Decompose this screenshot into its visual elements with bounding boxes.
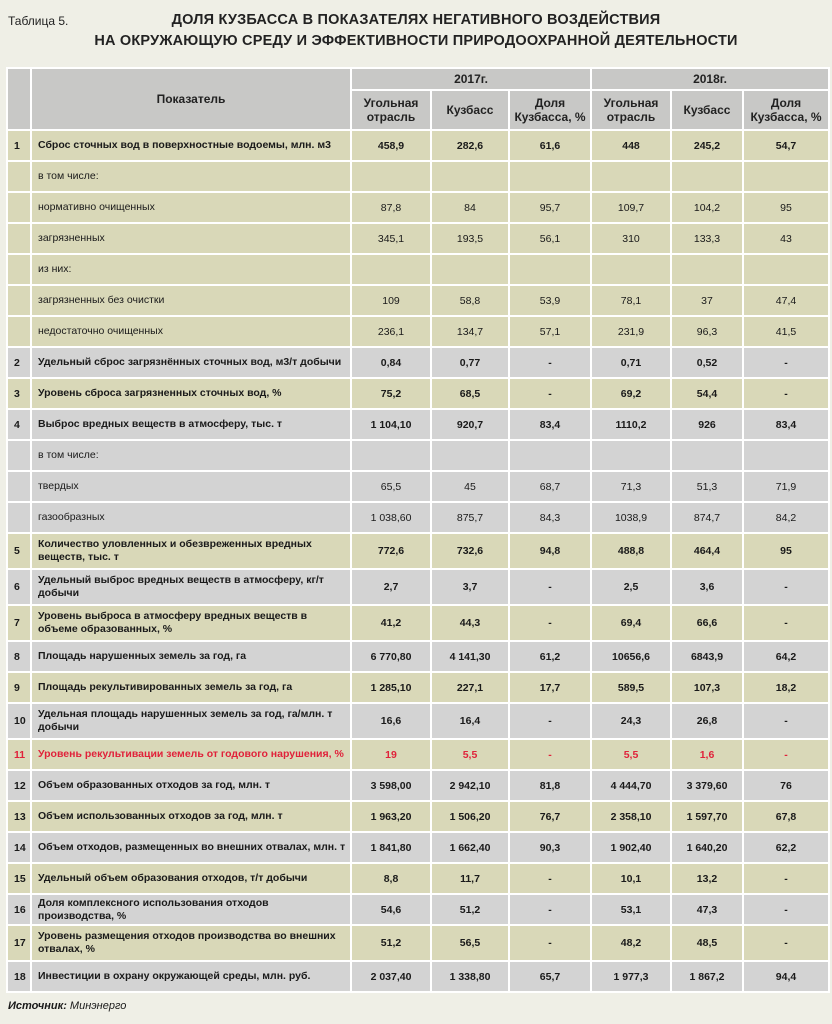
cell-kuzbass-2018: 47,3	[671, 894, 743, 925]
cell-coal-2017: 3 598,00	[351, 770, 431, 801]
row-indicator-name: Уровень сброса загрязненных сточных вод, %	[31, 378, 351, 409]
cell-share-2018: -	[743, 378, 829, 409]
cell-share-2017: 53,9	[509, 285, 591, 316]
cell-coal-2018: 5,5	[591, 739, 671, 770]
row-indicator-name: Выброс вредных веществ в атмосферу, тыс. т	[31, 409, 351, 440]
table-row	[7, 223, 829, 254]
table-row	[7, 161, 829, 192]
cell-coal-2018	[591, 254, 671, 285]
cell-share-2018: 95	[743, 192, 829, 223]
cell-coal-2017	[351, 440, 431, 471]
title-line-2: НА ОКРУЖАЮЩУЮ СРЕДУ И ЭФФЕКТИВНОСТИ ПРИРОДООХРАННОЙ ДЕЯТЕЛЬНОСТИ	[94, 33, 738, 49]
cell-share-2018: 64,2	[743, 641, 829, 672]
cell-coal-2018: 69,4	[591, 605, 671, 641]
row-number	[7, 285, 31, 316]
row-indicator-name: Уровень рекультивации земель от годового нарушения, %	[31, 739, 351, 770]
cell-kuzbass-2018: 1 867,2	[671, 961, 743, 992]
cell-kuzbass-2018: 3 379,60	[671, 770, 743, 801]
cell-coal-2017: 1 963,20	[351, 801, 431, 832]
row-indicator-name: твердых	[31, 471, 351, 502]
table-row	[7, 378, 829, 409]
cell-share-2017	[509, 161, 591, 192]
cell-share-2017: -	[509, 605, 591, 641]
cell-coal-2017: 772,6	[351, 533, 431, 569]
cell-coal-2018: 53,1	[591, 894, 671, 925]
cell-coal-2017	[351, 161, 431, 192]
cell-share-2018: -	[743, 605, 829, 641]
cell-share-2017: -	[509, 703, 591, 739]
row-number: 1	[7, 130, 31, 161]
row-number: 3	[7, 378, 31, 409]
header-kuzbass-2018: Кузбасс	[671, 90, 743, 130]
row-number	[7, 471, 31, 502]
cell-kuzbass-2018: 66,6	[671, 605, 743, 641]
cell-kuzbass-2017: 875,7	[431, 502, 509, 533]
header-year-2018: 2018г.	[591, 68, 829, 90]
row-number: 15	[7, 863, 31, 894]
cell-share-2018: 54,7	[743, 130, 829, 161]
header-coal-2018: Угольная отрасль	[591, 90, 671, 130]
cell-coal-2017: 51,2	[351, 925, 431, 961]
cell-share-2017: 94,8	[509, 533, 591, 569]
table-row	[7, 569, 829, 605]
table-row	[7, 863, 829, 894]
cell-share-2017: 81,8	[509, 770, 591, 801]
cell-share-2017: -	[509, 925, 591, 961]
table-row	[7, 672, 829, 703]
table-body	[7, 130, 829, 992]
row-number	[7, 440, 31, 471]
cell-kuzbass-2018: 6843,9	[671, 641, 743, 672]
cell-coal-2017: 2,7	[351, 569, 431, 605]
row-number: 7	[7, 605, 31, 641]
cell-share-2017: 76,7	[509, 801, 591, 832]
row-indicator-name: Сброс сточных вод в поверхностные водоемы, млн. м3	[31, 130, 351, 161]
row-number: 2	[7, 347, 31, 378]
cell-kuzbass-2018	[671, 440, 743, 471]
row-number: 16	[7, 894, 31, 925]
cell-coal-2017: 1 104,10	[351, 409, 431, 440]
cell-share-2018	[743, 161, 829, 192]
cell-share-2018: 41,5	[743, 316, 829, 347]
cell-coal-2017: 41,2	[351, 605, 431, 641]
row-indicator-name: Объем образованных отходов за год, млн. т	[31, 770, 351, 801]
cell-kuzbass-2017: 227,1	[431, 672, 509, 703]
cell-coal-2017: 109	[351, 285, 431, 316]
cell-share-2018: 43	[743, 223, 829, 254]
cell-coal-2018: 78,1	[591, 285, 671, 316]
cell-kuzbass-2017	[431, 440, 509, 471]
cell-coal-2018: 1 977,3	[591, 961, 671, 992]
cell-kuzbass-2017: 56,5	[431, 925, 509, 961]
cell-coal-2018: 1038,9	[591, 502, 671, 533]
row-indicator-name: недостаточно очищенных	[31, 316, 351, 347]
header-share-2017: Доля Кузбасса, %	[509, 90, 591, 130]
cell-coal-2018: 310	[591, 223, 671, 254]
table-row	[7, 254, 829, 285]
row-number: 14	[7, 832, 31, 863]
row-number	[7, 161, 31, 192]
cell-coal-2018: 48,2	[591, 925, 671, 961]
table-row	[7, 533, 829, 569]
cell-kuzbass-2018: 26,8	[671, 703, 743, 739]
row-indicator-name: в том числе:	[31, 161, 351, 192]
table-row	[7, 471, 829, 502]
cell-kuzbass-2018: 464,4	[671, 533, 743, 569]
cell-kuzbass-2017: 0,77	[431, 347, 509, 378]
row-number: 4	[7, 409, 31, 440]
cell-coal-2018: 488,8	[591, 533, 671, 569]
cell-kuzbass-2018: 51,3	[671, 471, 743, 502]
cell-coal-2017: 458,9	[351, 130, 431, 161]
title-line-1: ДОЛЯ КУЗБАССА В ПОКАЗАТЕЛЯХ НЕГАТИВНОГО ВОЗДЕЙСТВИЯ	[171, 12, 661, 28]
row-indicator-name: Уровень выброса в атмосферу вредных веществ в объеме образованных, %	[31, 605, 351, 641]
cell-kuzbass-2017: 2 942,10	[431, 770, 509, 801]
cell-share-2017: -	[509, 378, 591, 409]
row-indicator-name: Объем отходов, размещенных во внешних отвалах, млн. т	[31, 832, 351, 863]
cell-kuzbass-2018: 37	[671, 285, 743, 316]
cell-share-2018: 83,4	[743, 409, 829, 440]
header-indicator: Показатель	[31, 68, 351, 130]
cell-share-2017: -	[509, 863, 591, 894]
cell-kuzbass-2017: 3,7	[431, 569, 509, 605]
cell-share-2017: 57,1	[509, 316, 591, 347]
cell-share-2018: -	[743, 703, 829, 739]
cell-share-2017: 95,7	[509, 192, 591, 223]
cell-share-2017	[509, 440, 591, 471]
cell-kuzbass-2017: 44,3	[431, 605, 509, 641]
cell-share-2018	[743, 254, 829, 285]
cell-kuzbass-2018: 874,7	[671, 502, 743, 533]
cell-kuzbass-2017: 4 141,30	[431, 641, 509, 672]
row-indicator-name: в том числе:	[31, 440, 351, 471]
cell-kuzbass-2018: 926	[671, 409, 743, 440]
cell-kuzbass-2018: 1 640,20	[671, 832, 743, 863]
cell-coal-2018: 448	[591, 130, 671, 161]
cell-share-2017: 61,6	[509, 130, 591, 161]
cell-share-2017: -	[509, 739, 591, 770]
cell-share-2017: 90,3	[509, 832, 591, 863]
cell-share-2017	[509, 254, 591, 285]
row-indicator-name: из них:	[31, 254, 351, 285]
cell-coal-2018: 4 444,70	[591, 770, 671, 801]
data-table-wrapper	[6, 67, 828, 993]
row-number: 11	[7, 739, 31, 770]
row-indicator-name: Доля комплексного использования отходов производства, %	[31, 894, 351, 925]
row-indicator-name: Количество уловленных и обезвреженных вредных веществ, тыс. т	[31, 533, 351, 569]
table-row	[7, 961, 829, 992]
cell-kuzbass-2018	[671, 161, 743, 192]
row-indicator-name: Объем использованных отходов за год, млн. т	[31, 801, 351, 832]
cell-coal-2017: 1 038,60	[351, 502, 431, 533]
cell-kuzbass-2017: 1 506,20	[431, 801, 509, 832]
cell-coal-2018: 1110,2	[591, 409, 671, 440]
cell-share-2018: 84,2	[743, 502, 829, 533]
table-row	[7, 703, 829, 739]
row-number: 13	[7, 801, 31, 832]
cell-coal-2017: 236,1	[351, 316, 431, 347]
header-kuzbass-2017: Кузбасс	[431, 90, 509, 130]
cell-kuzbass-2018: 13,2	[671, 863, 743, 894]
source-note	[8, 1000, 126, 1012]
table-row	[7, 409, 829, 440]
table-header	[7, 68, 829, 130]
cell-kuzbass-2018: 133,3	[671, 223, 743, 254]
cell-share-2017: 65,7	[509, 961, 591, 992]
table-row	[7, 605, 829, 641]
row-indicator-name: Площадь рекультивированных земель за год, га	[31, 672, 351, 703]
cell-kuzbass-2017: 58,8	[431, 285, 509, 316]
cell-kuzbass-2018: 245,2	[671, 130, 743, 161]
cell-coal-2017: 2 037,40	[351, 961, 431, 992]
cell-kuzbass-2017: 45	[431, 471, 509, 502]
table-row	[7, 801, 829, 832]
cell-kuzbass-2017	[431, 161, 509, 192]
row-indicator-name: Удельная площадь нарушенных земель за год, га/млн. т добычи	[31, 703, 351, 739]
cell-share-2018: 76	[743, 770, 829, 801]
cell-share-2018: 94,4	[743, 961, 829, 992]
cell-kuzbass-2017: 732,6	[431, 533, 509, 569]
cell-kuzbass-2018: 96,3	[671, 316, 743, 347]
cell-share-2018: 71,9	[743, 471, 829, 502]
cell-coal-2018: 231,9	[591, 316, 671, 347]
cell-share-2018: 67,8	[743, 801, 829, 832]
row-indicator-name: загрязненных без очистки	[31, 285, 351, 316]
table-row	[7, 894, 829, 925]
cell-share-2017: 83,4	[509, 409, 591, 440]
row-number: 9	[7, 672, 31, 703]
cell-coal-2017: 54,6	[351, 894, 431, 925]
row-number	[7, 223, 31, 254]
cell-kuzbass-2017: 16,4	[431, 703, 509, 739]
cell-kuzbass-2018: 1 597,70	[671, 801, 743, 832]
table-row	[7, 130, 829, 161]
cell-coal-2018: 69,2	[591, 378, 671, 409]
header-num-blank	[7, 68, 31, 130]
table-row	[7, 502, 829, 533]
row-number: 18	[7, 961, 31, 992]
cell-coal-2018: 71,3	[591, 471, 671, 502]
cell-coal-2018	[591, 161, 671, 192]
cell-coal-2018: 589,5	[591, 672, 671, 703]
cell-share-2017: 61,2	[509, 641, 591, 672]
cell-kuzbass-2018: 107,3	[671, 672, 743, 703]
row-indicator-name: Площадь нарушенных земель за год, га	[31, 641, 351, 672]
cell-coal-2017: 6 770,80	[351, 641, 431, 672]
row-indicator-name: Удельный объем образования отходов, т/т добычи	[31, 863, 351, 894]
cell-share-2017: -	[509, 894, 591, 925]
cell-coal-2018: 2,5	[591, 569, 671, 605]
cell-kuzbass-2017: 5,5	[431, 739, 509, 770]
row-indicator-name: Инвестиции в охрану окружающей среды, млн. руб.	[31, 961, 351, 992]
cell-coal-2017: 8,8	[351, 863, 431, 894]
cell-coal-2017	[351, 254, 431, 285]
table-caption: Таблица 5.	[8, 14, 69, 28]
cell-kuzbass-2018: 1,6	[671, 739, 743, 770]
data-table	[6, 67, 830, 993]
cell-share-2018: -	[743, 894, 829, 925]
cell-share-2018	[743, 440, 829, 471]
header-share-2018: Доля Кузбасса, %	[743, 90, 829, 130]
cell-share-2018: 62,2	[743, 832, 829, 863]
cell-coal-2017: 65,5	[351, 471, 431, 502]
cell-kuzbass-2017: 1 338,80	[431, 961, 509, 992]
cell-share-2017: 68,7	[509, 471, 591, 502]
row-number: 12	[7, 770, 31, 801]
table-row	[7, 192, 829, 223]
cell-coal-2017: 16,6	[351, 703, 431, 739]
cell-kuzbass-2018: 104,2	[671, 192, 743, 223]
cell-share-2018: -	[743, 863, 829, 894]
cell-kuzbass-2017: 282,6	[431, 130, 509, 161]
cell-coal-2017: 1 841,80	[351, 832, 431, 863]
cell-kuzbass-2017: 51,2	[431, 894, 509, 925]
source-value: Минэнерго	[69, 1000, 127, 1012]
table-row	[7, 770, 829, 801]
cell-coal-2018: 0,71	[591, 347, 671, 378]
header-year-2017: 2017г.	[351, 68, 591, 90]
cell-coal-2018: 2 358,10	[591, 801, 671, 832]
table-row	[7, 440, 829, 471]
cell-kuzbass-2017	[431, 254, 509, 285]
cell-coal-2018: 109,7	[591, 192, 671, 223]
row-number: 6	[7, 569, 31, 605]
cell-share-2018: -	[743, 347, 829, 378]
cell-coal-2017: 75,2	[351, 378, 431, 409]
cell-coal-2017: 19	[351, 739, 431, 770]
row-indicator-name: Уровень размещения отходов производства во внешних отвалах, %	[31, 925, 351, 961]
cell-kuzbass-2017: 11,7	[431, 863, 509, 894]
cell-kuzbass-2018	[671, 254, 743, 285]
cell-share-2018: 18,2	[743, 672, 829, 703]
row-number	[7, 316, 31, 347]
cell-coal-2018: 1 902,40	[591, 832, 671, 863]
row-number	[7, 192, 31, 223]
cell-kuzbass-2017: 134,7	[431, 316, 509, 347]
row-indicator-name: Удельный выброс вредных веществ в атмосферу, кг/т добычи	[31, 569, 351, 605]
table-row	[7, 285, 829, 316]
cell-share-2018: 95	[743, 533, 829, 569]
table-row	[7, 316, 829, 347]
header-coal-2017: Угольная отрасль	[351, 90, 431, 130]
cell-coal-2018: 24,3	[591, 703, 671, 739]
row-number	[7, 502, 31, 533]
cell-coal-2017: 1 285,10	[351, 672, 431, 703]
table-row	[7, 347, 829, 378]
table-row	[7, 641, 829, 672]
cell-share-2018: 47,4	[743, 285, 829, 316]
cell-share-2018: -	[743, 569, 829, 605]
row-number: 5	[7, 533, 31, 569]
cell-kuzbass-2018: 3,6	[671, 569, 743, 605]
table-title	[0, 10, 832, 52]
cell-share-2017: 56,1	[509, 223, 591, 254]
row-indicator-name: газообразных	[31, 502, 351, 533]
row-number: 17	[7, 925, 31, 961]
cell-kuzbass-2017: 84	[431, 192, 509, 223]
cell-coal-2017: 345,1	[351, 223, 431, 254]
cell-coal-2018	[591, 440, 671, 471]
row-number: 8	[7, 641, 31, 672]
row-number: 10	[7, 703, 31, 739]
cell-share-2017: -	[509, 347, 591, 378]
table-row	[7, 739, 829, 770]
cell-coal-2018: 10,1	[591, 863, 671, 894]
cell-share-2017: 84,3	[509, 502, 591, 533]
cell-kuzbass-2018: 48,5	[671, 925, 743, 961]
row-indicator-name: загрязненных	[31, 223, 351, 254]
row-number	[7, 254, 31, 285]
cell-kuzbass-2017: 68,5	[431, 378, 509, 409]
cell-coal-2018: 10656,6	[591, 641, 671, 672]
table-row	[7, 925, 829, 961]
cell-share-2018: -	[743, 739, 829, 770]
source-label: Источник:	[8, 1000, 67, 1012]
row-indicator-name: Удельный сброс загрязнённых сточных вод, м3/т добычи	[31, 347, 351, 378]
cell-coal-2017: 87,8	[351, 192, 431, 223]
table-row	[7, 832, 829, 863]
cell-kuzbass-2018: 0,52	[671, 347, 743, 378]
cell-kuzbass-2017: 920,7	[431, 409, 509, 440]
cell-coal-2017: 0,84	[351, 347, 431, 378]
cell-share-2017: -	[509, 569, 591, 605]
cell-share-2018: -	[743, 925, 829, 961]
cell-share-2017: 17,7	[509, 672, 591, 703]
cell-kuzbass-2017: 1 662,40	[431, 832, 509, 863]
cell-kuzbass-2017: 193,5	[431, 223, 509, 254]
row-indicator-name: нормативно очищенных	[31, 192, 351, 223]
cell-kuzbass-2018: 54,4	[671, 378, 743, 409]
